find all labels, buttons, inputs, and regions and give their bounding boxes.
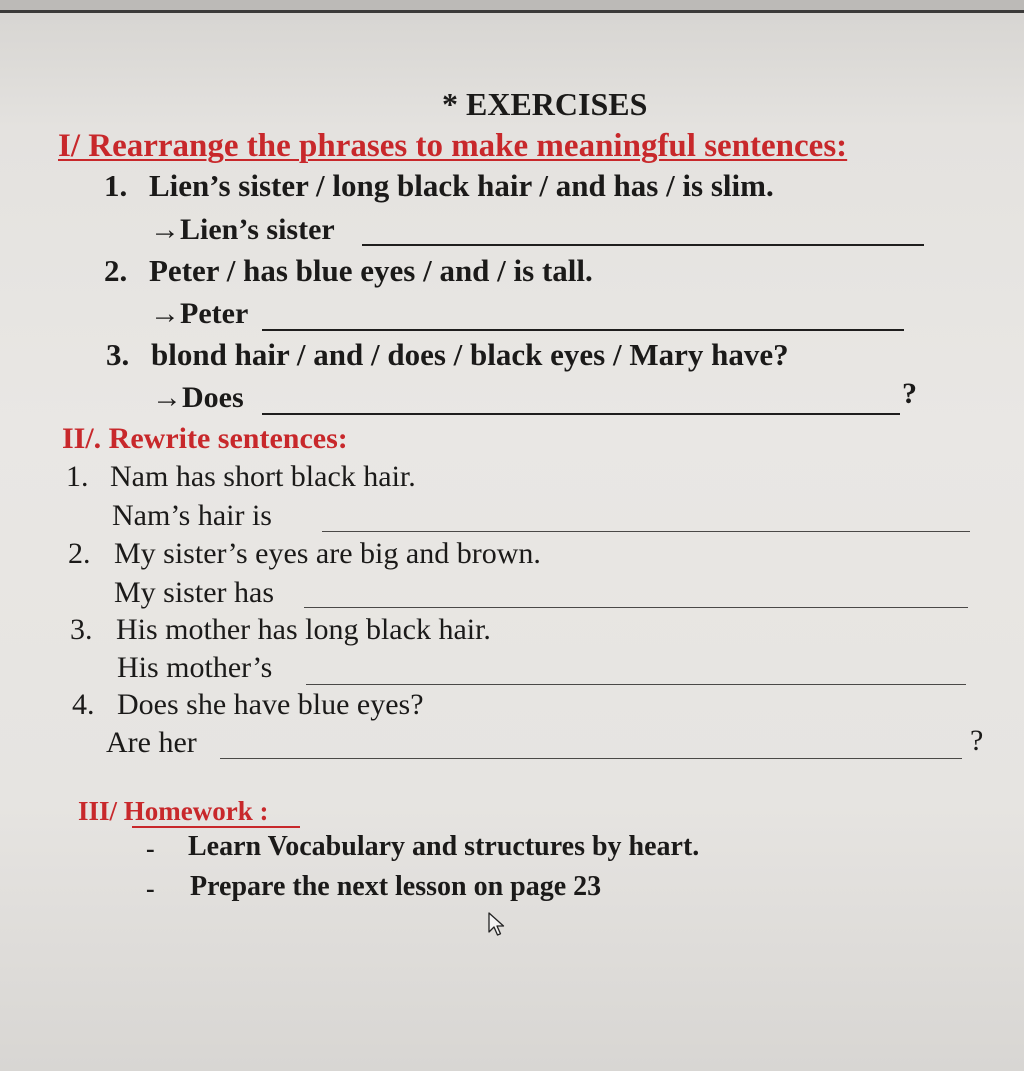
s3-item1-text: Learn Vocabulary and structures by heart. (188, 831, 700, 862)
section3-heading: III/ Homework : (78, 796, 269, 826)
s3-item1-bullet: - (146, 834, 155, 863)
top-edge (0, 0, 1024, 10)
s2-item1-text: Nam has short black hair. (110, 460, 416, 493)
s2-item3-text: His mother has long black hair. (116, 613, 491, 646)
s1-item1-answer-blank (362, 244, 924, 246)
mouse-pointer-icon (488, 912, 506, 938)
s2-item1-answer-prefix: Nam’s hair is (112, 499, 272, 532)
top-border-line (0, 10, 1024, 13)
s1-item1-text: Lien’s sister / long black hair / and has / is slim. (149, 168, 774, 203)
s2-item2-answer-blank (304, 607, 968, 608)
s1-item3-answer-blank (262, 413, 900, 415)
s2-item3-answer-blank (306, 684, 966, 685)
section3-heading-underline (132, 826, 300, 828)
s2-item4-text: Does she have blue eyes? (117, 688, 424, 721)
s1-item2-number: 2. (104, 253, 128, 288)
s3-item2-text: Prepare the next lesson on page 23 (190, 871, 602, 902)
s1-item2-answer-blank (262, 329, 904, 331)
s1-item3-question-mark: ? (902, 377, 917, 410)
page-title: * EXERCISES (442, 86, 648, 122)
section1-heading: I/ Rearrange the phrases to make meaningful sentences: (58, 128, 848, 164)
s1-item2-answer-prefix: →Peter (150, 297, 249, 330)
s2-item2-answer-prefix: My sister has (114, 576, 274, 609)
s1-item1-number: 1. (104, 168, 128, 203)
s2-item3-answer-prefix: His mother’s (117, 651, 273, 684)
s1-item2-text: Peter / has blue eyes / and / is tall. (149, 253, 593, 288)
s1-item1-answer-prefix: →Lien’s sister (150, 213, 335, 246)
s2-item2-text: My sister’s eyes are big and brown. (114, 537, 541, 570)
s2-item4-number: 4. (72, 688, 95, 721)
s2-item2-number: 2. (68, 537, 91, 570)
s2-item1-answer-blank (322, 531, 970, 532)
s1-item3-number: 3. (106, 337, 130, 372)
s2-item1-number: 1. (66, 460, 89, 493)
s1-item3-text: blond hair / and / does / black eyes / Mary have? (151, 337, 789, 372)
s2-item4-answer-blank (220, 758, 962, 759)
s2-item4-answer-prefix: Are her (106, 726, 197, 759)
s2-item3-number: 3. (70, 613, 93, 646)
section2-heading: II/. Rewrite sentences: (62, 422, 348, 455)
s2-item4-question-mark: ? (970, 724, 984, 757)
s3-item2-bullet: - (146, 874, 155, 903)
s1-item3-answer-prefix: →Does (152, 381, 244, 414)
